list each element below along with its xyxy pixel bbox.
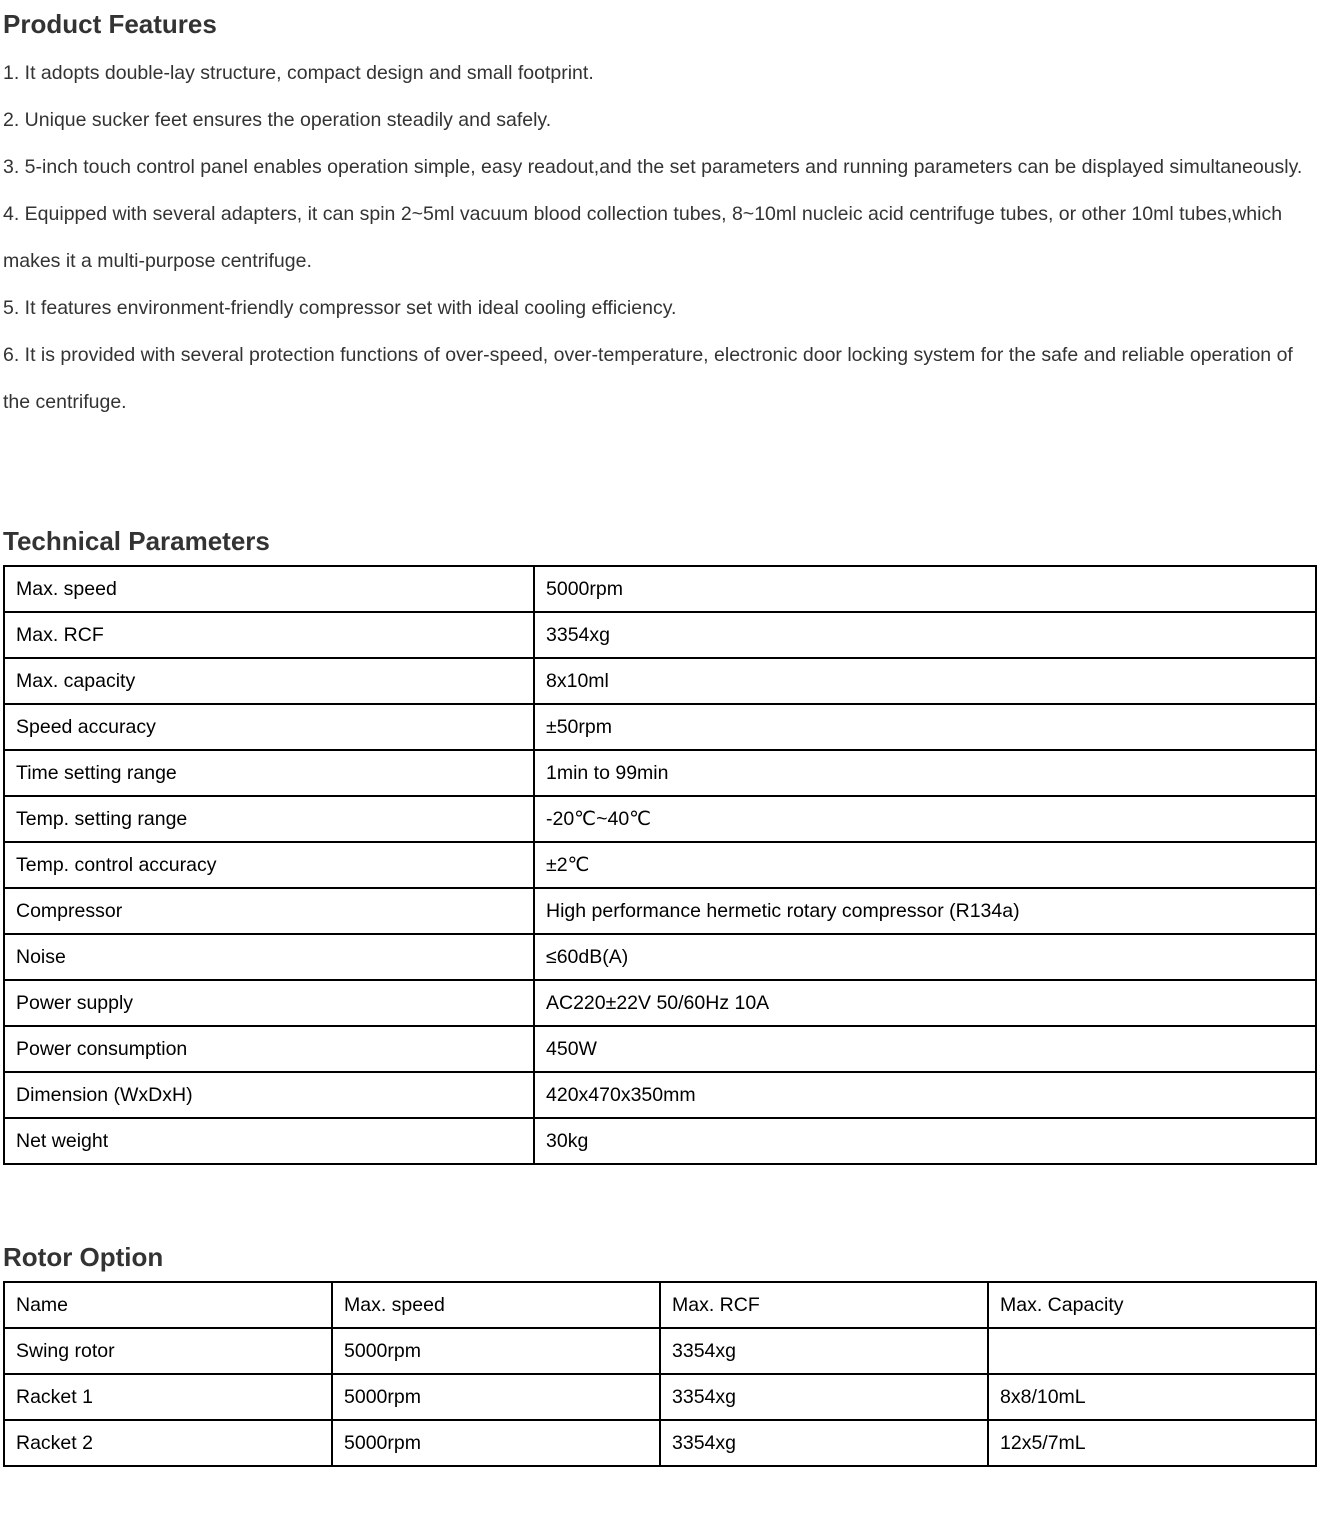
table-row: [4, 1026, 1316, 1072]
param-name: Max. capacity: [4, 658, 534, 704]
param-name: Power supply: [4, 980, 534, 1026]
rotor-max-capacity: 12x5/7mL: [988, 1420, 1316, 1466]
feature-item: 5. It features environment-friendly compressor set with ideal cooling efficiency.: [3, 297, 677, 319]
rotor-max-speed: 5000rpm: [332, 1328, 660, 1374]
table-row: [4, 1118, 1316, 1164]
rotor-option-table: [3, 1281, 1317, 1467]
param-name: Noise: [4, 934, 534, 980]
table-row: [4, 1072, 1316, 1118]
rotor-max-rcf: 3354xg: [660, 1420, 988, 1466]
feature-item: 6. It is provided with several protection functions of over-speed, over-temperature, electronic door locking system for the safe and reliable operation of the centrifuge.: [3, 344, 1293, 413]
technical-parameters-heading: Technical Parameters: [3, 526, 270, 556]
table-row: [4, 1420, 1316, 1466]
rotor-max-capacity: 8x8/10mL: [988, 1374, 1316, 1420]
feature-item: 2. Unique sucker feet ensures the operation steadily and safely.: [3, 109, 552, 131]
column-header: Name: [4, 1282, 332, 1328]
rotor-name: Racket 1: [4, 1374, 332, 1420]
param-name: Max. RCF: [4, 612, 534, 658]
param-value: ±50rpm: [534, 704, 1316, 750]
column-header: Max. speed: [332, 1282, 660, 1328]
param-value: 30kg: [534, 1118, 1316, 1164]
param-name: Power consumption: [4, 1026, 534, 1072]
rotor-max-capacity: [988, 1328, 1316, 1374]
param-value: 3354xg: [534, 612, 1316, 658]
rotor-max-speed: 5000rpm: [332, 1420, 660, 1466]
feature-item: 4. Equipped with several adapters, it can spin 2~5ml vacuum blood collection tubes, 8~10ml nucleic acid centrifuge tubes, or other 10ml tubes,which makes it a multi-purpose centrifuge.: [3, 203, 1283, 272]
param-value: AC220±22V 50/60Hz 10A: [534, 980, 1316, 1026]
table-row: [4, 1374, 1316, 1420]
param-value: 450W: [534, 1026, 1316, 1072]
rotor-name: Swing rotor: [4, 1328, 332, 1374]
table-row: [4, 704, 1316, 750]
param-name: Temp. control accuracy: [4, 842, 534, 888]
param-name: Compressor: [4, 888, 534, 934]
param-value: 8x10ml: [534, 658, 1316, 704]
param-value: 1min to 99min: [534, 750, 1316, 796]
param-value: High performance hermetic rotary compressor (R134a): [534, 888, 1316, 934]
table-row: [4, 842, 1316, 888]
param-name: Temp. setting range: [4, 796, 534, 842]
table-row: [4, 612, 1316, 658]
feature-item: 3. 5-inch touch control panel enables operation simple, easy readout,and the set parameters and running parameters can be displayed simultaneously.: [3, 156, 1303, 178]
rotor-option-heading: Rotor Option: [3, 1242, 164, 1272]
param-name: Max. speed: [4, 566, 534, 612]
param-value: ±2℃: [534, 842, 1316, 888]
table-row: [4, 1328, 1316, 1374]
product-features-heading: Product Features: [3, 9, 217, 39]
technical-parameters-table: [3, 565, 1317, 1165]
column-header: Max. RCF: [660, 1282, 988, 1328]
param-value: 5000rpm: [534, 566, 1316, 612]
table-row: [4, 566, 1316, 612]
feature-item: 1. It adopts double-lay structure, compact design and small footprint.: [3, 62, 594, 84]
rotor-max-speed: 5000rpm: [332, 1374, 660, 1420]
param-name: Speed accuracy: [4, 704, 534, 750]
rotor-name: Racket 2: [4, 1420, 332, 1466]
param-name: Dimension (WxDxH): [4, 1072, 534, 1118]
table-row: [4, 934, 1316, 980]
table-row: [4, 980, 1316, 1026]
param-value: 420x470x350mm: [534, 1072, 1316, 1118]
table-row: [4, 658, 1316, 704]
param-name: Net weight: [4, 1118, 534, 1164]
param-name: Time setting range: [4, 750, 534, 796]
table-header-row: [4, 1282, 1316, 1328]
param-value: -20℃~40℃: [534, 796, 1316, 842]
rotor-max-rcf: 3354xg: [660, 1328, 988, 1374]
features-list: [3, 50, 1303, 426]
table-row: [4, 750, 1316, 796]
column-header: Max. Capacity: [988, 1282, 1316, 1328]
table-row: [4, 796, 1316, 842]
param-value: ≤60dB(A): [534, 934, 1316, 980]
rotor-max-rcf: 3354xg: [660, 1374, 988, 1420]
table-row: [4, 888, 1316, 934]
